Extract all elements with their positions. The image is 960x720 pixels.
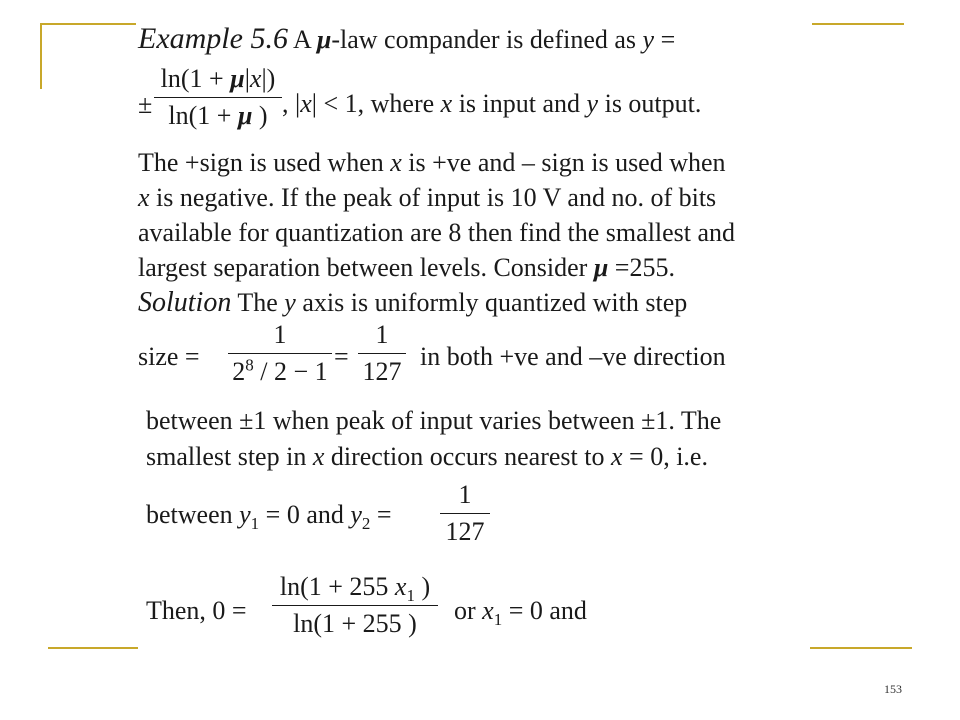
fraction-bar <box>358 353 406 354</box>
mu-symbol: μ <box>316 25 332 54</box>
solution-line-5: between $y_1 = 0$ and $y_2$ = <box>146 500 392 534</box>
example-condition: , |x| < 1, where x is input and y is output. <box>282 89 702 118</box>
solution-line-1: Solution The y axis is uniformly quantized with step <box>138 287 688 318</box>
then-label: Then, 0 = <box>146 596 247 625</box>
step-size-result-fraction: 1 127 <box>358 320 406 387</box>
example-line-5: available for quantization are 8 then find the smallest and <box>138 218 736 247</box>
solution-line-4: smallest step in x direction occurs nearest to x = 0, i.e. <box>146 442 708 471</box>
example-title: Example 5.6 <box>138 22 288 55</box>
fraction-bar <box>228 353 332 354</box>
y2-fraction: 1 127 <box>440 480 490 547</box>
example-line-4: x is negative. If the peak of input is 10 V and no. of bits <box>138 183 717 212</box>
example-line-3: The +sign is used when x is +ve and – sign is used when <box>138 148 726 177</box>
step-size-label: size = <box>138 342 200 371</box>
page-number: 153 <box>884 682 902 696</box>
solution-line-3: between ±1 when peak of input varies between ±1. The <box>146 406 722 435</box>
example-line-6: largest separation between levels. Consider μ =255. <box>138 253 675 282</box>
equals-sign: = <box>334 342 349 371</box>
step-size-fraction: 1 $2^8 / 2 - 1$ <box>228 320 332 387</box>
then-rest: or $x_1 = 0$ and <box>454 596 587 630</box>
example-line-1: Example 5.6 A μ-law compander is defined as y = <box>138 22 676 55</box>
step-size-rest: in both +ve and –ve direction <box>420 342 726 371</box>
fraction-bar <box>154 97 282 98</box>
then-fraction: ln(1 + 255 $x_1$ ) ln(1 + 255 ) <box>272 572 438 639</box>
fraction-bar <box>440 513 490 514</box>
plus-minus-sign: ± <box>138 90 153 119</box>
solution-label: Solution <box>138 287 232 318</box>
mu-law-fraction: ln(1 + μ|x|) ln(1 + μ ) <box>154 64 282 131</box>
